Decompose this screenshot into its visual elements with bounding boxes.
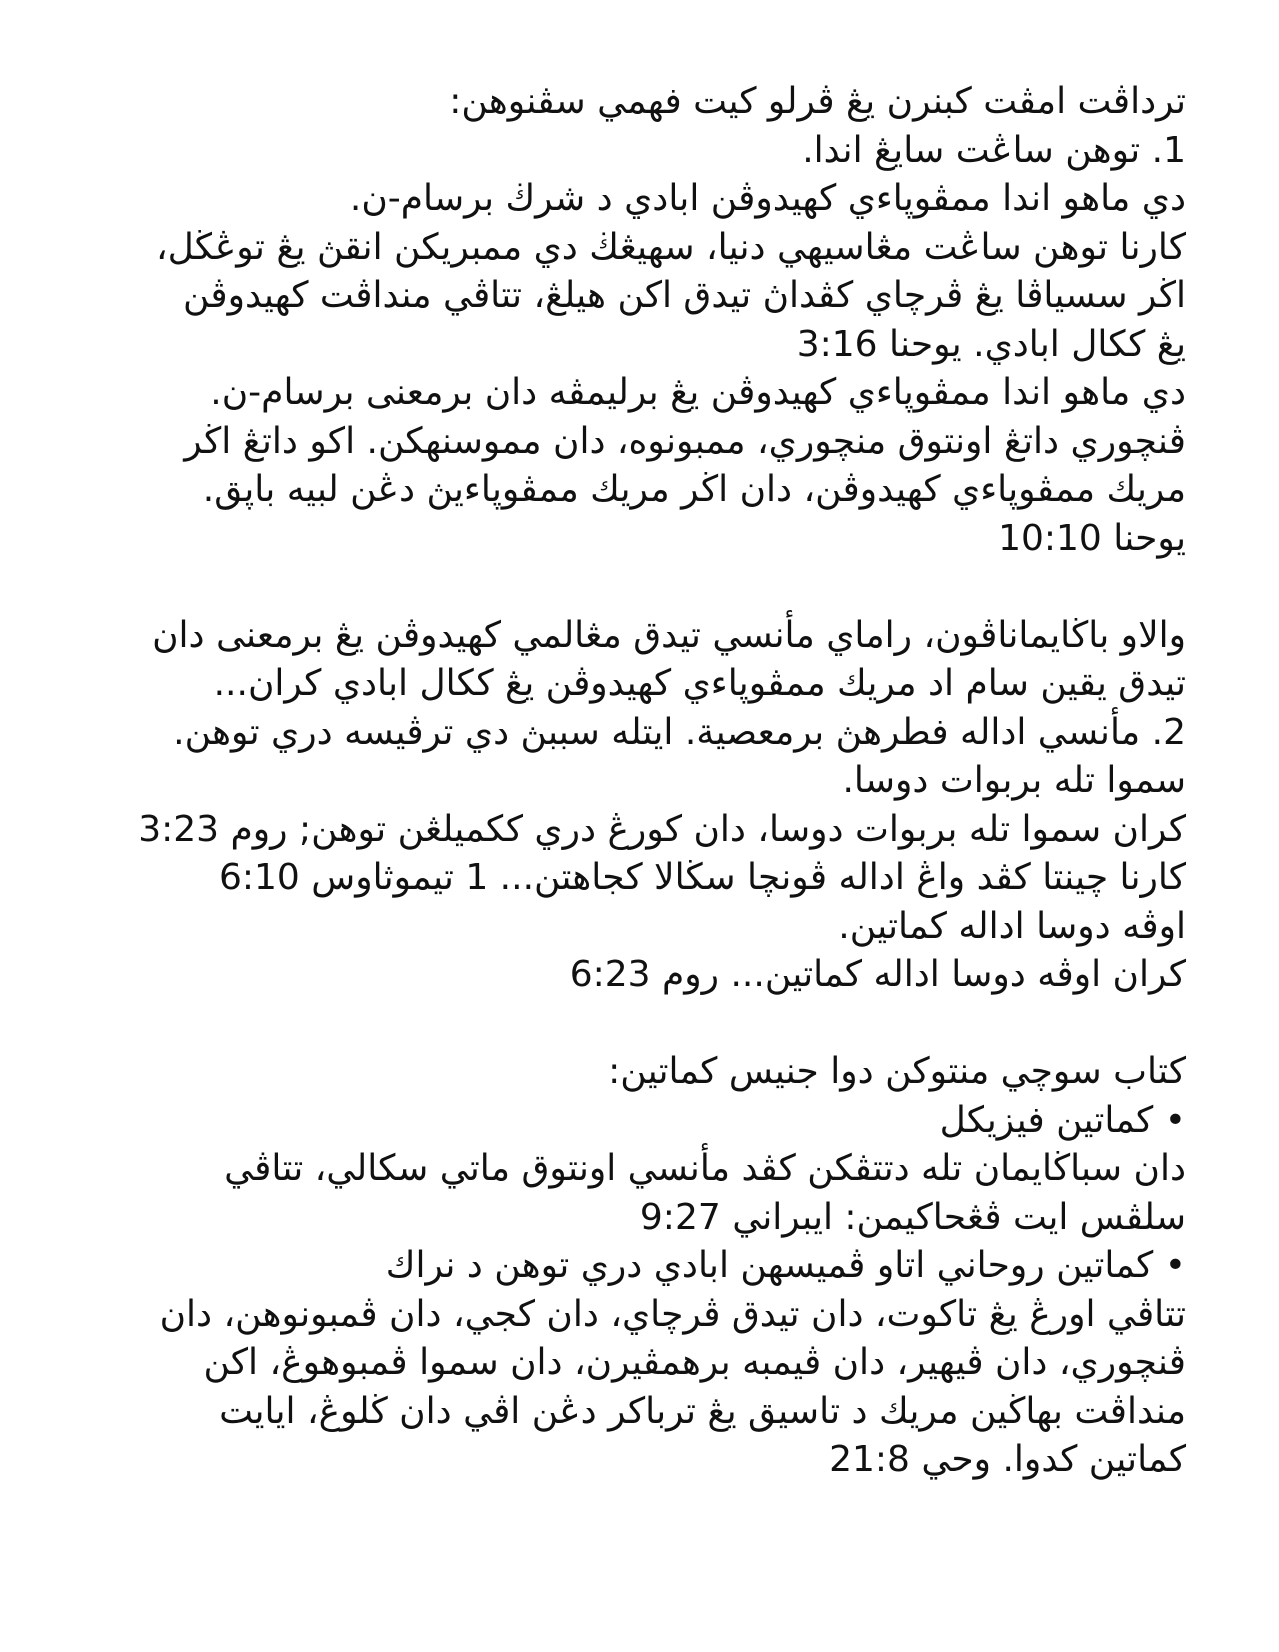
text-line: دان سباڬايمان تله دتتڤكن كڤد مأنسي اونتوق ماتي سكالي، تتاڤي <box>224 1148 1186 1189</box>
document-page <box>80 78 1186 1485</box>
text-line: منداڤت بهاڬين مريك د تاسيق يڠ ترباكر دڠن اڤي دان ڬلوڠ، ايايت <box>219 1390 1186 1432</box>
text-line: كتاب سوچي منتوكن دوا جنيس كماتين: <box>608 1051 1186 1092</box>
text-line: ترداڤت امڤت كبنرن يڠ ڤرلو كيت فهمي سڤنوهن: <box>449 81 1186 122</box>
text-line: 1. توهن ساڠت سايڠ اندا. <box>802 129 1186 171</box>
text-line: كماتين كدوا. وحي 21:8 <box>829 1439 1186 1480</box>
text-line: اوڤه دوسا اداله كماتين. <box>838 905 1186 947</box>
text-line: يوحنا 10:10 <box>998 517 1186 559</box>
text-line: تيدق يقين سام اد مريك ممڤوڽاءي كهيدوڤن يڠ ككال ابادي كران... <box>213 663 1186 704</box>
text-line: مريك ممڤوڽاءي كهيدوڤن، دان اڬر مريك ممڤوڽاءيڽ دڠن لبيه باڽق. <box>202 469 1186 510</box>
text-line: كارنا توهن ساڠت مڠاسيهي دنيا، سهيڠڬ دي ممبريكن انقڽ يڠ توڠڬل، <box>156 226 1186 268</box>
text-line: دي ماهو اندا ممڤوڽاءي كهيدوڤن ابادي د شرڬ برسام-ن. <box>349 178 1186 219</box>
text-line: كران سموا تله بربوات دوسا، دان كورڠ دري ككميلڠن توهن; روم 3:23 <box>138 808 1186 850</box>
text-line: والاو باڬايماناڤون، راماي مأنسي تيدق مڠالمي كهيدوڤن يڠ برمعنى دان <box>152 614 1186 656</box>
bullet-line: • كماتين فيزيكل <box>939 1099 1186 1141</box>
text-line: ڤنچوري، دان ڤيهير، دان ڤيمبه برهمڤيرن، دان سموا ڤمبوهوڠ، اكن <box>203 1342 1186 1383</box>
text-line: تتاڤي اورڠ يڠ تاكوت، دان تيدق ڤرچاي، دان كجي، دان ڤمبونوهن، دان <box>159 1293 1186 1335</box>
text-line: ڤنچوري داتڠ اونتوق منچوري، ممبونوه، دان مموسنهكن. اكو داتڠ اڬر <box>184 420 1186 462</box>
text-line: دي ماهو اندا ممڤوڽاءي كهيدوڤن يڠ برليمڤه دان برمعنى برسام-ن. <box>210 372 1186 413</box>
text-line: سموا تله بربوات دوسا. <box>842 760 1186 801</box>
text-line: كران اوڤه دوسا اداله كماتين... روم 6:23 <box>569 954 1186 995</box>
text-line: يڠ ككال ابادي. يوحنا 3:16 <box>796 323 1186 365</box>
paragraph-gap <box>80 1000 1186 1049</box>
text-line: سلڤس ايت ڤڠحاكيمن: ايبراني 9:27 <box>639 1196 1186 1238</box>
text-line: كارنا چينتا كڤد واڠ اداله ڤونچا سڬالا كجاهتن... 1 تيموثاوس 6:10 <box>218 857 1186 898</box>
text-line: اڬر سسياڤا يڠ ڤرچاي كڤداڽ تيدق اكن هيلڠ، تتاڤي منداڤت كهيدوڤن <box>182 275 1186 316</box>
bullet-line: • كماتين روحاني اتاو ڤميسهن ابادي دري توهن د نراك <box>385 1245 1186 1286</box>
text-line: 2. مأنسي اداله فطرهڽ برمعصية. ايتله سببڽ دي ترڤيسه دري توهن. <box>173 711 1186 753</box>
paragraph-gap <box>80 563 1186 612</box>
